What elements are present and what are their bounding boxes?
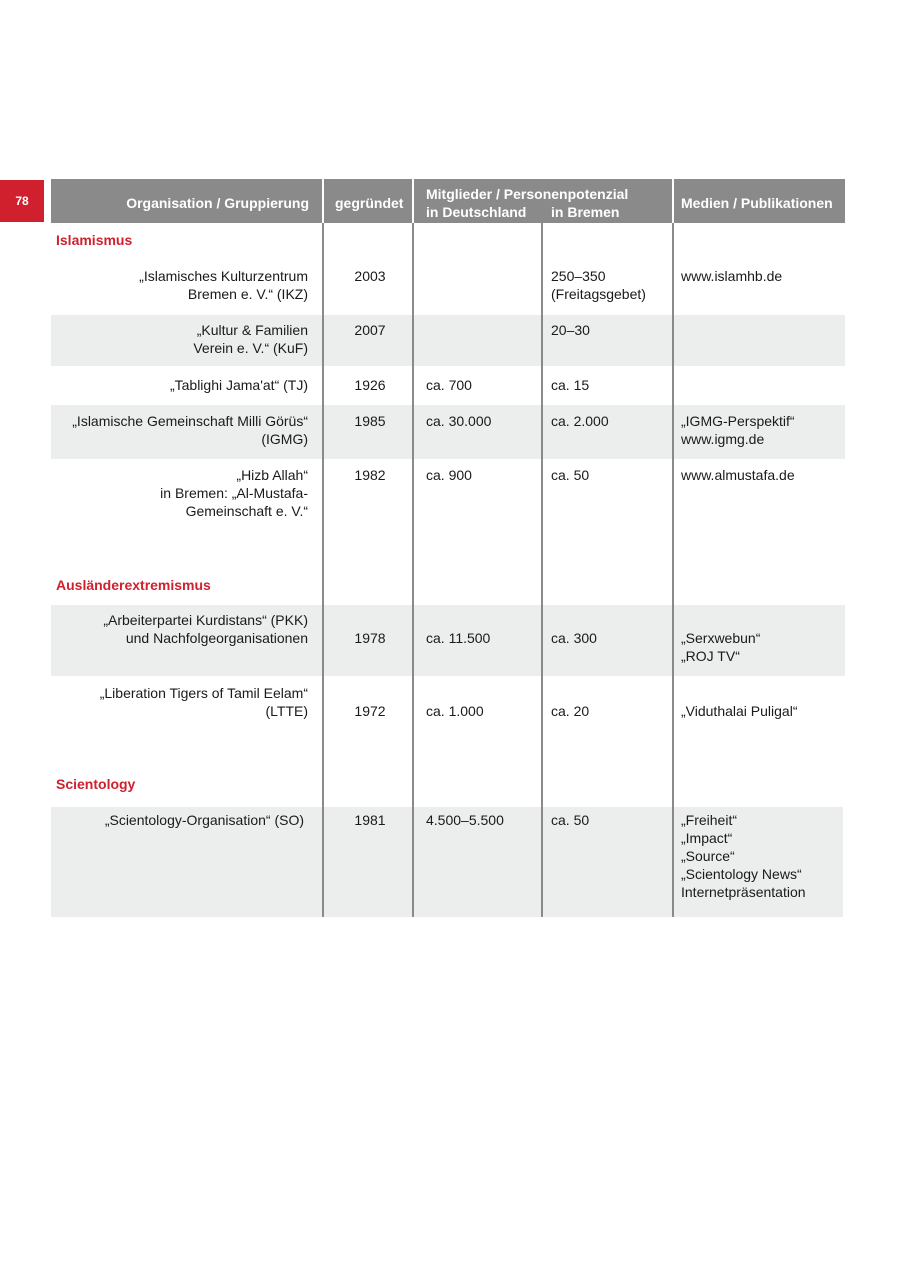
- cell-founded: 1978: [354, 630, 386, 646]
- column-divider: [541, 205, 543, 917]
- section-heading-auslaenderextremismus: Ausländerextremismus: [56, 577, 211, 593]
- cell-bremen: ca. 15: [551, 377, 590, 393]
- section-heading-scientology: Scientology: [56, 776, 136, 792]
- cell-germany: ca. 900: [426, 467, 472, 483]
- header-bremen: in Bremen: [551, 204, 620, 220]
- cell-founded: 1985: [354, 413, 386, 429]
- cell-organisation: „Tablighi Jama'at“ (TJ): [169, 377, 308, 393]
- cell-media: „Freiheit“ „Impact“ „Source“ „Scientology News“ Internetpräsentation: [681, 812, 806, 900]
- header-separator: [412, 179, 414, 223]
- column-divider: [322, 223, 324, 917]
- cell-founded: 1982: [354, 467, 386, 483]
- header-separator: [672, 179, 674, 223]
- header-separator: [322, 179, 324, 223]
- cell-germany: ca. 11.500: [426, 630, 491, 646]
- cell-media: www.almustafa.de: [681, 467, 795, 483]
- cell-founded: 2007: [354, 322, 386, 338]
- cell-founded: 2003: [354, 268, 386, 284]
- header-founded: gegründet: [335, 195, 404, 211]
- cell-organisation: „Scientology-Organisation“ (SO): [104, 812, 304, 828]
- cell-media: „Viduthalai Puligal“: [681, 703, 798, 719]
- cell-germany: ca. 1.000: [426, 703, 484, 719]
- cell-organisation: „Liberation Tigers of Tamil Eelam“ (LTTE): [99, 685, 308, 719]
- cell-bremen: ca. 300: [551, 630, 597, 646]
- cell-bremen: ca. 20: [551, 703, 590, 719]
- cell-bremen: ca. 2.000: [551, 413, 609, 429]
- header-media: Medien / Publikationen: [681, 195, 833, 211]
- cell-media: www.islamhb.de: [681, 268, 783, 284]
- table-header: [51, 179, 845, 223]
- cell-founded: 1981: [354, 812, 386, 828]
- cell-founded: 1972: [354, 703, 386, 719]
- row-background: [51, 315, 845, 366]
- cell-bremen: 250–350 (Freitagsgebet): [551, 268, 646, 302]
- cell-germany: ca. 700: [426, 377, 472, 393]
- cell-bremen: ca. 50: [551, 812, 590, 828]
- header-organisation: Organisation / Gruppierung: [126, 195, 309, 211]
- cell-media: „IGMG-Perspektif“ www.igmg.de: [681, 413, 795, 447]
- cell-founded: 1926: [354, 377, 386, 393]
- cell-media: „Serxwebun“ „ROJ TV“: [681, 630, 761, 664]
- column-divider: [672, 223, 674, 917]
- cell-germany: ca. 30.000: [426, 413, 492, 429]
- cell-organisation: „Kultur & Familien Verein e. V.“ (KuF): [193, 322, 308, 356]
- cell-bremen: 20–30: [551, 322, 590, 338]
- cell-organisation: „Arbeiterpartei Kurdistans“ (PKK) und Nachfolgeorganisationen: [103, 612, 308, 646]
- header-germany: in Deutschland: [426, 204, 527, 220]
- cell-organisation: „Islamisches Kulturzentrum Bremen e. V.“ (IKZ): [139, 268, 308, 302]
- section-heading-islamismus: Islamismus: [56, 232, 133, 248]
- page-number: 78: [0, 180, 44, 222]
- cell-organisation: „Hizb Allah“ in Bremen: „Al-Mustafa- Gemeinschaft e. V.“: [160, 467, 308, 519]
- cell-bremen: ca. 50: [551, 467, 590, 483]
- cell-organisation: „Islamische Gemeinschaft Milli Görüs“ (IGMG): [72, 413, 308, 447]
- header-members: Mitglieder / Personenpotenzial: [426, 186, 629, 202]
- cell-germany: 4.500–5.500: [426, 812, 504, 828]
